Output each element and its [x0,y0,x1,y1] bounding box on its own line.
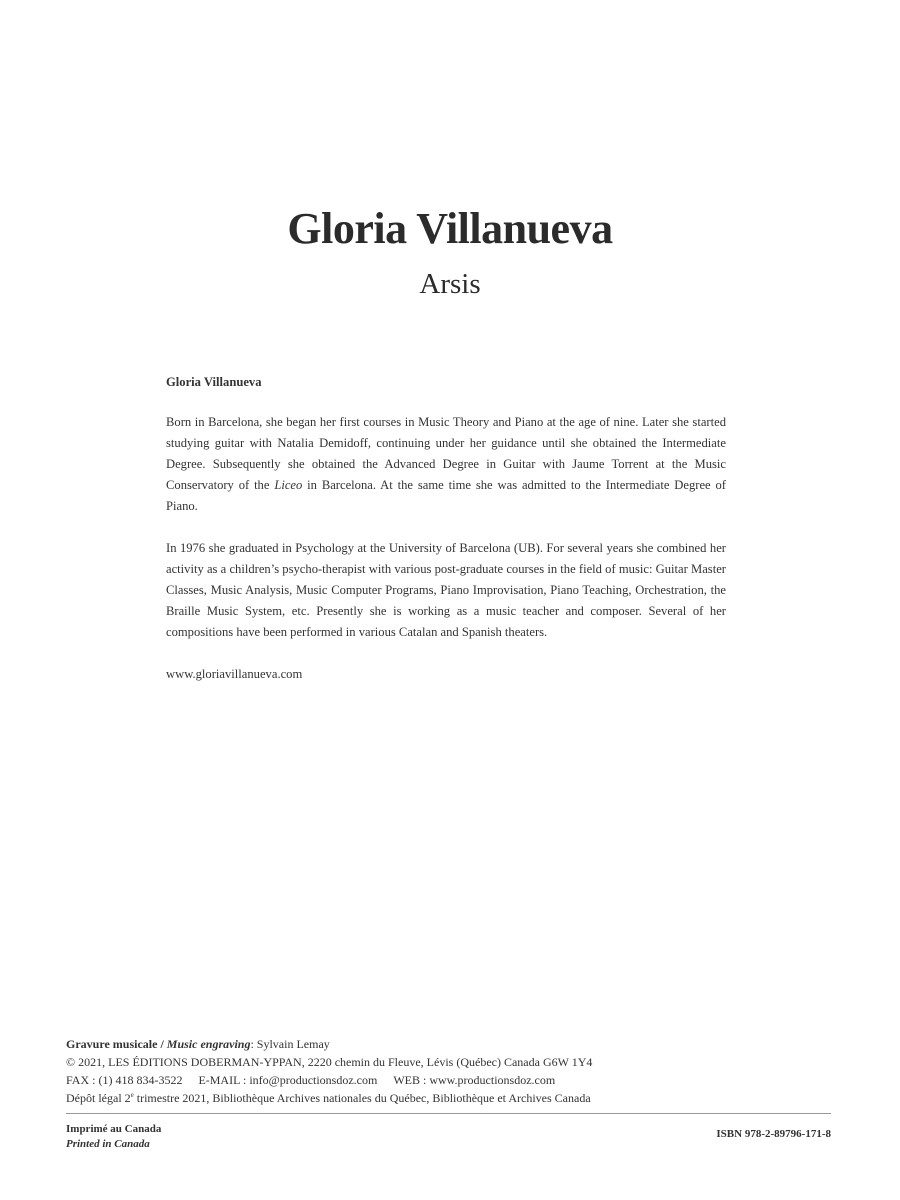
bio-heading: Gloria Villanueva [166,375,262,389]
engraving-separator: / [157,1037,167,1051]
legal-deposit-text-a: Dépôt légal 2 [66,1091,131,1105]
bio-paragraph-1 [166,412,726,517]
bio-paragraph-2: In 1976 she graduated in Psychology at the University of Barcelona (UB). For several years she combined her activity as a children’s psycho-therapist with various post-graduate courses in the field of music: Guitar Master Classes, Music Analysis, Music Computer Programs, Piano Improvisation, Piano Teaching, Orchestration, the Braille Music System, etc. Presently she is working as a music teacher and composer. Several of her compositions have been performed in various Catalan and Spanish theaters. [166,541,726,639]
email-address[interactable]: E-MAIL : info@productionsdoz.com [198,1073,378,1087]
legal-deposit-text-b: trimestre 2021, Bibliothèque Archives nationales du Québec, Bibliothèque et Archives Canada [133,1091,591,1105]
composer-website-link[interactable]: www.gloriavillanueva.com [166,667,303,681]
web-address[interactable]: WEB : www.productionsdoz.com [393,1073,556,1087]
bio-paragraph-1-text-b: in Barcelona. At the same time she was admitted to the Intermediate Degree of Piano. [166,478,726,513]
publisher-footer [66,1035,831,1158]
biography [166,372,726,685]
work-title: Arsis [419,268,481,300]
isbn-number: ISBN 978-2-89796-171-8 [716,1128,831,1140]
contact-line [66,1071,831,1089]
engraving-label-fr: Gravure musicale [66,1037,158,1051]
footer-bottom-row [66,1122,831,1158]
fax-number: FAX : (1) 418 834-3522 [66,1073,183,1087]
composer-name: Gloria Villanueva [287,204,613,253]
title-block [0,200,900,304]
printed-in-canada-en: Printed in Canada [66,1138,150,1150]
footer-divider [66,1113,831,1114]
legal-deposit-superscript: e [130,1091,134,1099]
bio-liceo-italic: Liceo [274,478,303,492]
copyright-line: © 2021, LES ÉDITIONS DOBERMAN-YPPAN, 2220 chemin du Fleuve, Lévis (Québec) Canada G6W 1Y4 [66,1055,593,1069]
legal-deposit-line [66,1089,831,1107]
engraving-credit [66,1035,831,1053]
engraver-name: : Sylvain Lemay [250,1037,330,1051]
engraving-label-en: Music engraving [166,1037,251,1051]
printed-in-canada-fr: Imprimé au Canada [66,1123,162,1135]
bio-paragraph-1-text-a: Born in Barcelona, she began her first courses in Music Theory and Piano at the age of nine. Later she started studying guitar with Natalia Demidoff, continuing under her guidance until she obtained the Intermediate Degree. Subsequently she obtained the Advanced Degree in Guitar with Jaume Torrent at the Music Conservatory of the [166,415,726,492]
